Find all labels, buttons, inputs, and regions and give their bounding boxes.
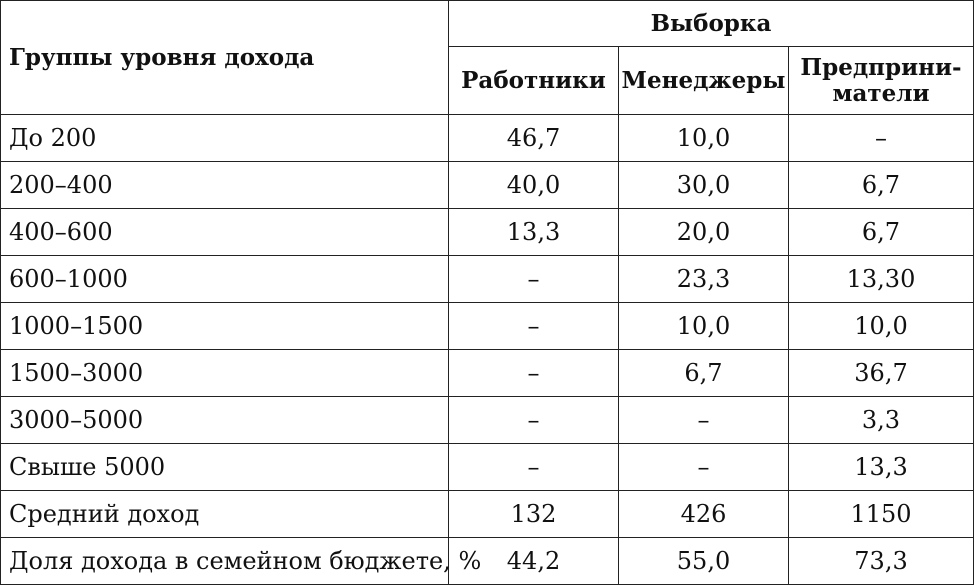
table-row [1,538,974,585]
table-row [1,303,974,350]
table-cell: 13,3 [789,444,974,491]
table-cell: 10,0 [619,303,789,350]
table-cell: – [789,115,974,162]
table-row [1,162,974,209]
table-cell: – [619,444,789,491]
table-cell: 55,0 [619,538,789,585]
table-cell: 10,0 [619,115,789,162]
table-cell: – [449,256,619,303]
table-cell: 20,0 [619,209,789,256]
row-label: Свыше 5000 [1,444,449,491]
table-row [1,350,974,397]
row-label: Средний доход [1,491,449,538]
table-cell: – [449,444,619,491]
table-cell: 10,0 [789,303,974,350]
table-cell: 73,3 [789,538,974,585]
table-cell: 44,2 [449,538,619,585]
table-row [1,256,974,303]
row-header: Группы уровня дохода [1,1,449,115]
table-cell: 23,3 [619,256,789,303]
row-label: До 200 [1,115,449,162]
column-header-entrepreneurs: Предприни- матели [789,47,974,115]
table-row [1,491,974,538]
table-cell: 46,7 [449,115,619,162]
table-cell: 1150 [789,491,974,538]
table-cell: 36,7 [789,350,974,397]
table-cell: 6,7 [789,209,974,256]
column-header-managers: Менеджеры [619,47,789,115]
table-cell: 6,7 [619,350,789,397]
table-cell: 40,0 [449,162,619,209]
row-label: 1500–3000 [1,350,449,397]
row-label: 600–1000 [1,256,449,303]
table-cell: 30,0 [619,162,789,209]
table-row [1,115,974,162]
row-label: 200–400 [1,162,449,209]
table-cell: 6,7 [789,162,974,209]
table-cell: 13,30 [789,256,974,303]
table-row [1,397,974,444]
table-cell: 132 [449,491,619,538]
row-label: 1000–1500 [1,303,449,350]
row-label: Доля дохода в семейном бюджете, % [1,538,449,585]
table-cell: – [619,397,789,444]
table-cell: 3,3 [789,397,974,444]
row-label: 400–600 [1,209,449,256]
row-label: 3000–5000 [1,397,449,444]
column-header-workers: Работники [449,47,619,115]
table-cell: 426 [619,491,789,538]
table-row [1,444,974,491]
table-cell: – [449,303,619,350]
table-cell: 13,3 [449,209,619,256]
table-cell: – [449,397,619,444]
group-header: Выборка [449,1,974,47]
table-row [1,209,974,256]
table-cell: – [449,350,619,397]
